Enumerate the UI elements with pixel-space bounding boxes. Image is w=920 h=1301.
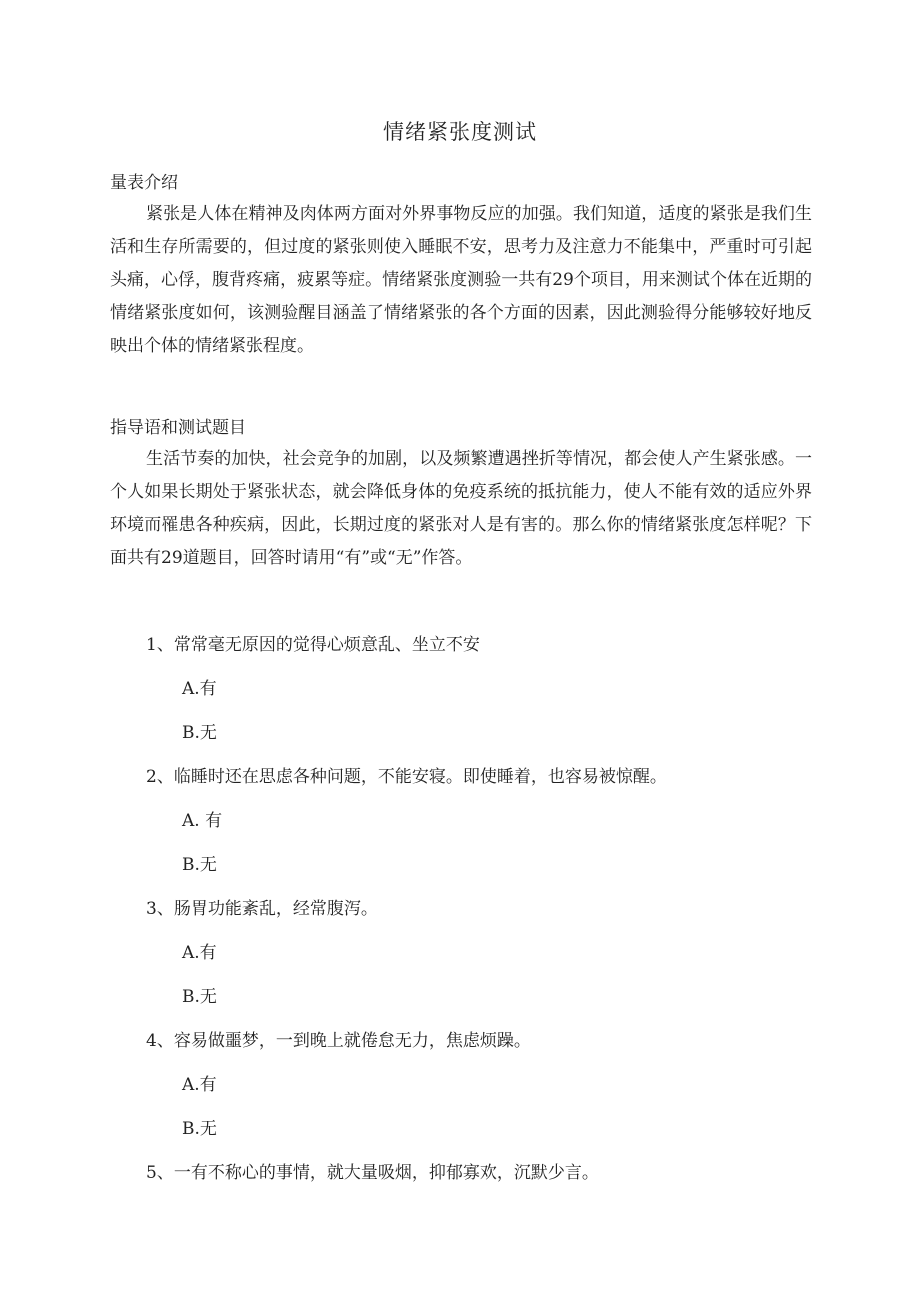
intro-paragraph: 紧张是人体在精神及肉体两方面对外界事物反应的加强。我们知道，适度的紧张是我们生活和生存所需要的，但过度的紧张则使入睡眠不安，思考力及注意力不能集中，严重时可引起头痛，心俘，腹背疼痛，疲累等症。情绪紧张度测验一共有29个项目，用来测试个体在近期的情绪紧张度如何，该测验醒目涵盖了情绪紧张的各个方面的因素，因此测验得分能够较好地反映出个体的情绪紧张程度。: [110, 204, 812, 356]
option-a[interactable]: A. 有: [182, 811, 223, 831]
question-item: [0, 1156, 920, 1200]
option-a[interactable]: A.有: [182, 943, 217, 963]
option-b[interactable]: B.无: [182, 723, 217, 743]
guide-paragraph: 生活节奏的加快，社会竞争的加剧，以及频繁遭遇挫折等情况，都会使人产生紧张感。一个人如果长期处于紧张状态，就会降低身体的免疫系统的抵抗能力，使人不能有效的适应外界环境而罹患各种疾病，因此，长期过度的紧张对人是有害的。那么你的情绪紧张度怎样呢？下面共有29道题目，回答时请用“有”或“无”作答。: [110, 449, 812, 568]
question-text: 3、肠胃功能紊乱，经常腹泻。: [146, 899, 378, 919]
question-item: [0, 1024, 920, 1156]
option-a[interactable]: A.有: [182, 1075, 217, 1095]
question-text: 4、容易做噩梦，一到晚上就倦怠无力，焦虑烦躁。: [146, 1031, 531, 1051]
question-item: [0, 892, 920, 1024]
question-text: 1、常常毫无原因的觉得心烦意乱、坐立不安: [146, 635, 480, 655]
question-item: [0, 628, 920, 760]
intro-heading: 量表介绍: [110, 173, 178, 193]
question-text: 2、临睡时还在思虑各种问题，不能安寝。即使睡着，也容易被惊醒。: [146, 767, 667, 787]
question-text: 5、一有不称心的事情，就大量吸烟，抑郁寡欢，沉默少言。: [146, 1163, 599, 1183]
option-b[interactable]: B.无: [182, 987, 217, 1007]
question-list: [0, 628, 920, 1200]
guide-heading: 指导语和测试题目: [110, 418, 246, 438]
question-item: [0, 760, 920, 892]
option-a[interactable]: A.有: [182, 679, 217, 699]
document-title: 情绪紧张度测试: [383, 120, 537, 144]
option-b[interactable]: B.无: [182, 1119, 217, 1139]
option-b[interactable]: B.无: [182, 855, 217, 875]
